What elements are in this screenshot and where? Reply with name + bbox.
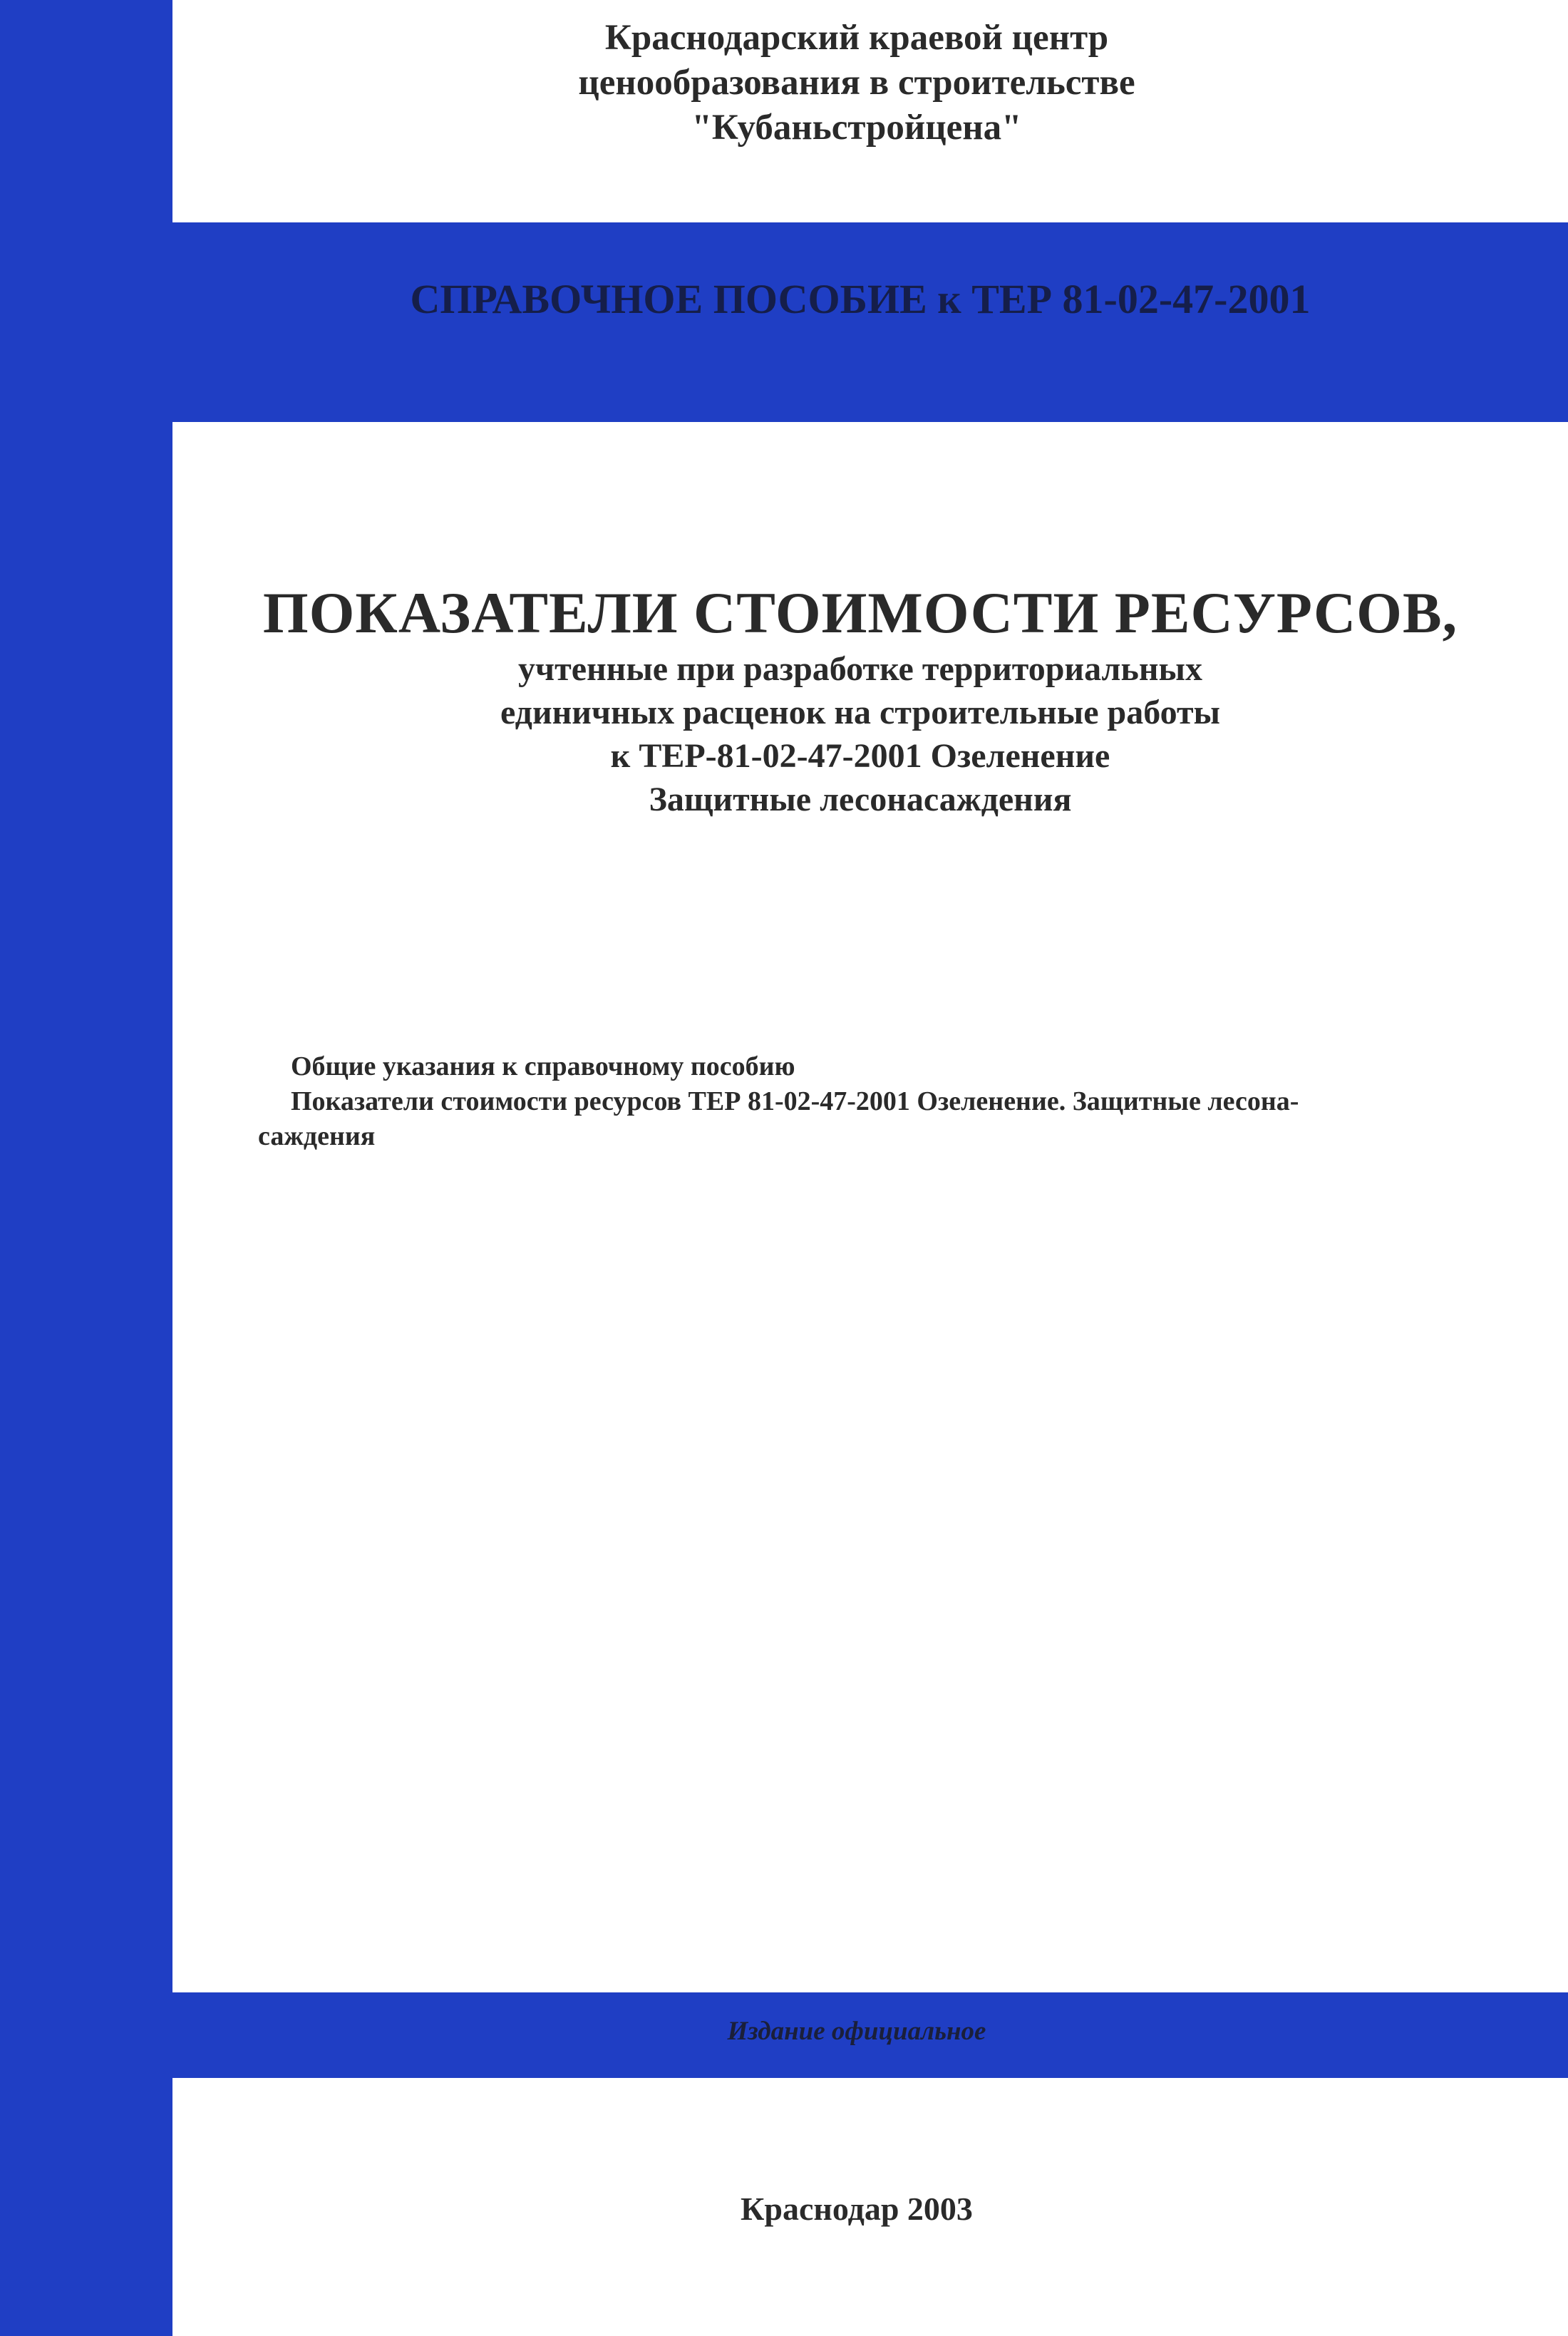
reference-title: СПРАВОЧНОЕ ПОСОБИЕ к ТЕР 81-02-47-2001	[410, 276, 1311, 322]
contents-list	[258, 1049, 1534, 1154]
contents-item-indicators-cont: саждения	[258, 1121, 376, 1151]
org-line-1: Краснодарский краевой центр	[604, 18, 1109, 58]
subtitle-line-3: к ТЕР-81-02-47-2001 Озеленение	[610, 737, 1110, 775]
org-line-2: ценообразования в строительстве	[578, 63, 1135, 103]
main-title: ПОКАЗАТЕЛИ СТОИМОСТИ РЕСУРСОВ,	[262, 580, 1458, 645]
place-year: Краснодар 2003	[741, 2191, 973, 2227]
org-line-3: "Кубаньстройцена"	[691, 108, 1022, 148]
cover-page	[172, 0, 1568, 2336]
subtitle-line-4: Защитные лесонасаждения	[649, 781, 1072, 818]
subtitle-line-1: учтенные при разработке территориальных	[518, 650, 1202, 688]
edition-label: Издание официальное	[727, 2017, 986, 2046]
contents-item-indicators: Показатели стоимости ресурсов ТЕР 81-02-47-2001 Озеленение. Защитные лесона-	[291, 1086, 1299, 1116]
main-title-block	[172, 579, 1548, 821]
subtitle-line-2: единичных расценок на строительные работы	[500, 694, 1220, 731]
contents-item-general: Общие указания к справочному пособию	[291, 1051, 795, 1081]
organization-header	[172, 16, 1541, 150]
subtitle	[172, 647, 1548, 821]
